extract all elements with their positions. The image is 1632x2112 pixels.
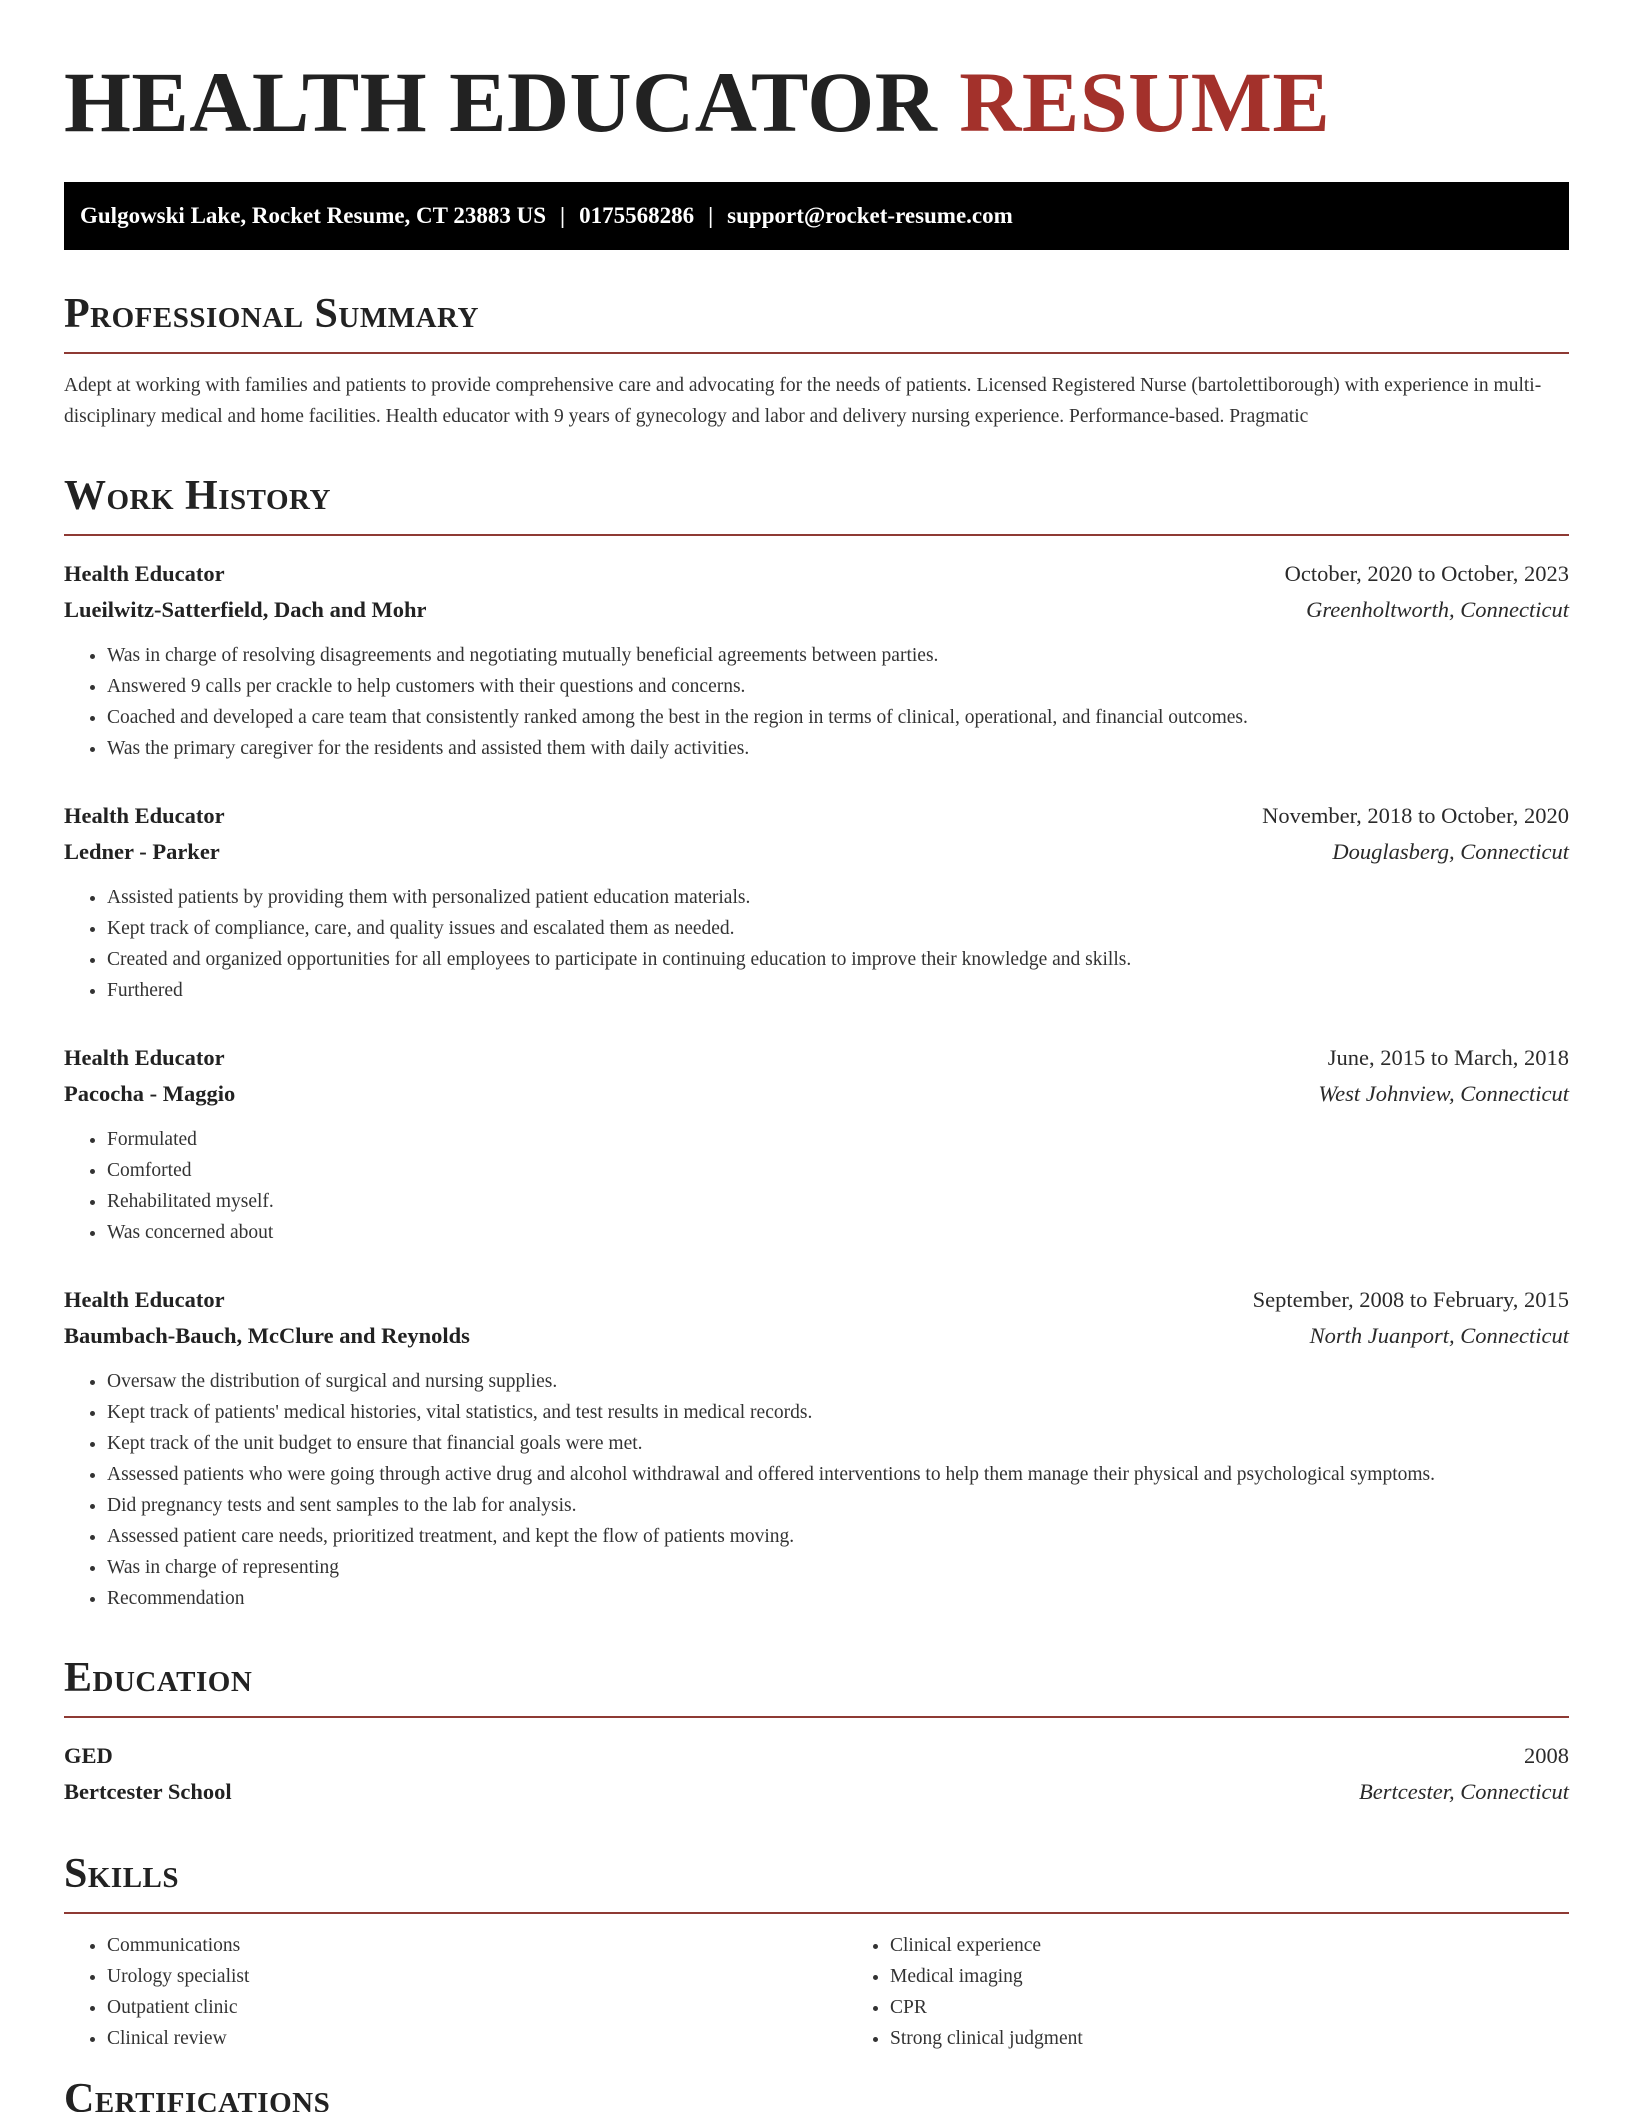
job-company: Lueilwitz-Satterfield, Dach and Mohr (64, 597, 427, 622)
job-location: Douglasberg, Connecticut (1332, 839, 1569, 864)
education-heading: Education (64, 1654, 1569, 1718)
job-location: Greenholtworth, Connecticut (1306, 597, 1569, 622)
job-bullets (64, 1366, 1569, 1614)
job-dates: October, 2020 to October, 2023 (1284, 561, 1569, 586)
job-dates: September, 2008 to February, 2015 (1252, 1287, 1569, 1312)
job-entry (64, 798, 1569, 1006)
job-title: Health Educator (64, 803, 225, 828)
skill-item: • Urology specialist (107, 1961, 847, 1992)
title-accent: RESUME (959, 54, 1331, 150)
job-company: Pacocha - Maggio (64, 1081, 236, 1106)
summary-section (64, 290, 1569, 432)
summary-text: Adept at working with families and patients to provide comprehensive care and advocating for the needs of patients. Licensed Registered Nurse (bartolettiborough) with experience in multi-disciplinary medical and home facilities. Health educator with 9 years of gynecology and labor and delivery nursing experience. Performance-based. Pragmatic (64, 375, 1542, 427)
contact-address: Gulgowski Lake, Rocket Resume, CT 23883 US (80, 203, 546, 228)
job-title: Health Educator (64, 1045, 225, 1070)
skills-grid (64, 1930, 1569, 2054)
job-location: West Johnview, Connecticut (1318, 1081, 1569, 1106)
job-bullet: • Was in charge of resolving disagreements and negotiating mutually beneficial agreements between parties. (107, 640, 1569, 671)
skill-item: • CPR (890, 1992, 1630, 2023)
education-year: 2008 (1524, 1743, 1569, 1768)
skills-list-left (64, 1930, 847, 2054)
job-bullet: • Assessed patient care needs, prioritized treatment, and kept the flow of patients moving. (107, 1521, 1569, 1552)
certifications-section (64, 2075, 1569, 2112)
skill-item: • Outpatient clinic (107, 1992, 847, 2023)
job-bullet: • Kept track of the unit budget to ensure that financial goals were met. (107, 1428, 1569, 1459)
contact-phone: 0175568286 (579, 203, 695, 228)
job-bullet: • Answered 9 calls per crackle to help customers with their questions and concerns. (107, 671, 1569, 702)
job-bullet: • Formulated (107, 1124, 1569, 1155)
contact-bar (64, 182, 1569, 250)
contact-separator: | (560, 203, 566, 228)
job-title: Health Educator (64, 1287, 225, 1312)
contact-separator: | (708, 203, 714, 228)
job-bullet: • Oversaw the distribution of surgical and nursing supplies. (107, 1366, 1569, 1397)
education-school: Bertcester School (64, 1779, 232, 1804)
job-bullet: • Created and organized opportunities for all employees to participate in continuing education to improve their knowledge and skills. (107, 944, 1569, 975)
job-bullets (64, 1124, 1569, 1248)
skills-section (64, 1850, 1569, 2054)
certifications-heading: Certifications (64, 2076, 331, 2112)
job-bullets (64, 882, 1569, 1006)
job-title: Health Educator (64, 561, 225, 586)
job-bullet: • Assisted patients by providing them with personalized patient education materials. (107, 882, 1569, 913)
education-degree: GED (64, 1743, 113, 1768)
education-section (64, 1654, 1569, 1810)
skill-item: • Medical imaging (890, 1961, 1630, 1992)
job-bullet: • Did pregnancy tests and sent samples to the lab for analysis. (107, 1490, 1569, 1521)
skill-item: • Communications (107, 1930, 847, 1961)
job-bullet: • Assessed patients who were going through active drug and alcohol withdrawal and offered interventions to help them manage their physical and psychological symptoms. (107, 1459, 1569, 1490)
job-bullet: • Furthered (107, 975, 1569, 1006)
skills-list-right (847, 1930, 1630, 2054)
job-bullet: • Coached and developed a care team that consistently ranked among the best in the region in terms of clinical, operational, and financial outcomes. (107, 702, 1569, 733)
resume-title (64, 52, 1569, 152)
education-entry (64, 1738, 1569, 1810)
work-history-heading: Work History (64, 472, 1569, 536)
job-entry (64, 1040, 1569, 1248)
job-location: North Juanport, Connecticut (1309, 1323, 1569, 1348)
job-bullet: • Recommendation (107, 1583, 1569, 1614)
job-entry (64, 556, 1569, 764)
title-main: HEALTH EDUCATOR (64, 54, 938, 150)
skill-item: • Strong clinical judgment (890, 2023, 1630, 2054)
education-location: Bertcester, Connecticut (1359, 1779, 1569, 1804)
job-bullet: • Rehabilitated myself. (107, 1186, 1569, 1217)
skill-item: • Clinical experience (890, 1930, 1630, 1961)
job-entry (64, 1282, 1569, 1614)
job-dates: November, 2018 to October, 2020 (1262, 803, 1569, 828)
job-bullet: • Was the primary caregiver for the residents and assisted them with daily activities. (107, 733, 1569, 764)
resume-page (64, 0, 1569, 2054)
skills-heading: Skills (64, 1850, 1569, 1914)
skill-item: • Clinical review (107, 2023, 847, 2054)
work-history-section (64, 472, 1569, 1614)
job-bullet: • Was concerned about (107, 1217, 1569, 1248)
job-bullets (64, 640, 1569, 764)
contact-email[interactable]: support@rocket-resume.com (727, 203, 1013, 228)
summary-heading: Professional Summary (64, 290, 1569, 354)
job-dates: June, 2015 to March, 2018 (1327, 1045, 1569, 1070)
job-company: Baumbach-Bauch, McClure and Reynolds (64, 1323, 470, 1348)
job-bullet: • Kept track of patients' medical histories, vital statistics, and test results in medical records. (107, 1397, 1569, 1428)
job-bullet: • Kept track of compliance, care, and quality issues and escalated them as needed. (107, 913, 1569, 944)
job-bullet: • Comforted (107, 1155, 1569, 1186)
job-company: Ledner - Parker (64, 839, 220, 864)
job-bullet: • Was in charge of representing (107, 1552, 1569, 1583)
